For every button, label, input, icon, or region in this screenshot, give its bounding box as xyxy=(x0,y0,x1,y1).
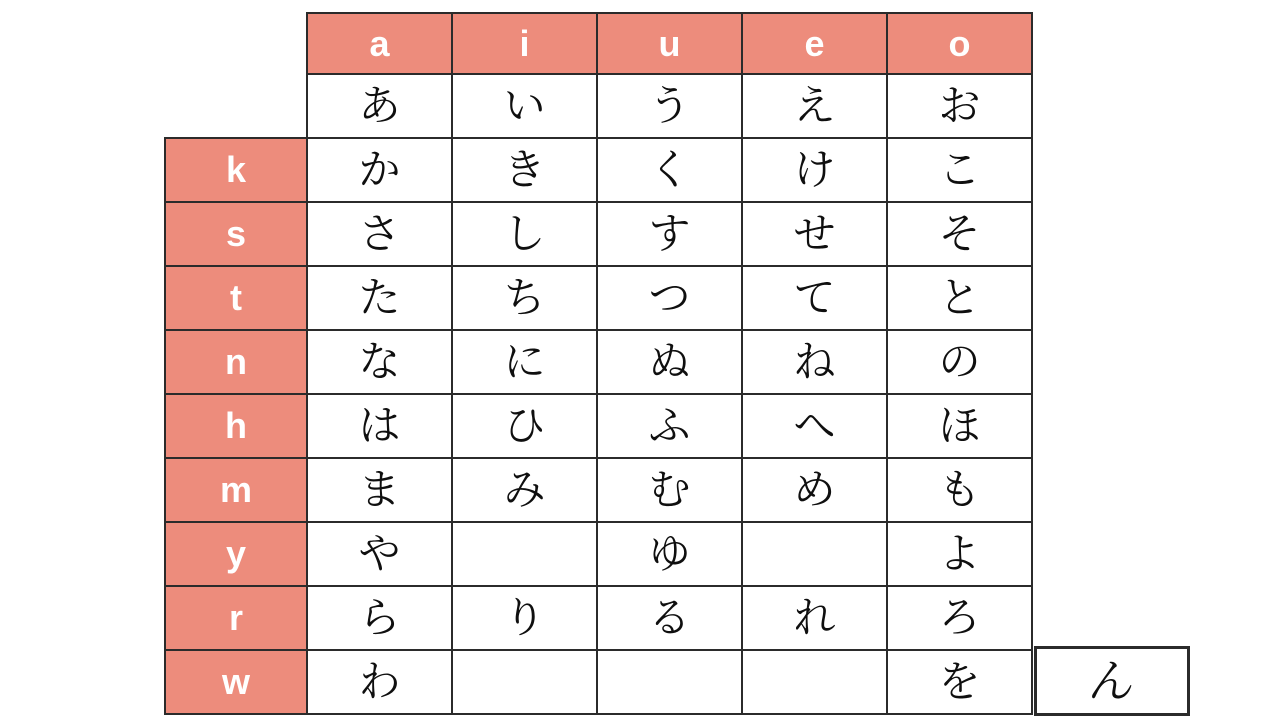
row-header-w: w xyxy=(165,650,307,714)
kana-cell: さ xyxy=(307,202,452,266)
kana-cell: う xyxy=(597,74,742,138)
kana-cell: や xyxy=(307,522,452,586)
column-header-i: i xyxy=(452,13,597,74)
kana-cell: を xyxy=(887,650,1032,714)
kana-cell: て xyxy=(742,266,887,330)
kana-cell: ひ xyxy=(452,394,597,458)
kana-cell-empty xyxy=(597,650,742,714)
kana-cell: は xyxy=(307,394,452,458)
kana-cell: り xyxy=(452,586,597,650)
kana-cell: く xyxy=(597,138,742,202)
kana-cell: け xyxy=(742,138,887,202)
row-header-h: h xyxy=(165,394,307,458)
kana-cell: つ xyxy=(597,266,742,330)
kana-cell: そ xyxy=(887,202,1032,266)
kana-cell: ま xyxy=(307,458,452,522)
kana-cell: へ xyxy=(742,394,887,458)
kana-cell: お xyxy=(887,74,1032,138)
kana-cell: か xyxy=(307,138,452,202)
gojuon-table xyxy=(164,12,1033,715)
kana-cell: ろ xyxy=(887,586,1032,650)
row-header-s: s xyxy=(165,202,307,266)
row-header-n: n xyxy=(165,330,307,394)
kana-cell: も xyxy=(887,458,1032,522)
kana-cell: む xyxy=(597,458,742,522)
kana-cell: せ xyxy=(742,202,887,266)
kana-cell: し xyxy=(452,202,597,266)
kana-cell: れ xyxy=(742,586,887,650)
kana-cell: き xyxy=(452,138,597,202)
kana-cell: み xyxy=(452,458,597,522)
kana-cell: こ xyxy=(887,138,1032,202)
kana-cell: に xyxy=(452,330,597,394)
column-header-o: o xyxy=(887,13,1032,74)
corner-spacer xyxy=(165,13,307,74)
row-header-t: t xyxy=(165,266,307,330)
kana-cell: た xyxy=(307,266,452,330)
kana-cell-empty xyxy=(742,522,887,586)
kana-cell: な xyxy=(307,330,452,394)
kana-cell: す xyxy=(597,202,742,266)
kana-cell: ち xyxy=(452,266,597,330)
kana-cell: の xyxy=(887,330,1032,394)
corner-spacer xyxy=(165,74,307,138)
kana-cell: ほ xyxy=(887,394,1032,458)
kana-cell: め xyxy=(742,458,887,522)
row-header-y: y xyxy=(165,522,307,586)
kana-cell: る xyxy=(597,586,742,650)
column-header-e: e xyxy=(742,13,887,74)
row-header-r: r xyxy=(165,586,307,650)
row-header-k: k xyxy=(165,138,307,202)
kana-cell: え xyxy=(742,74,887,138)
kana-cell: わ xyxy=(307,650,452,714)
kana-cell: と xyxy=(887,266,1032,330)
column-header-a: a xyxy=(307,13,452,74)
row-header-m: m xyxy=(165,458,307,522)
kana-cell: ゆ xyxy=(597,522,742,586)
kana-cell: ら xyxy=(307,586,452,650)
kana-cell: ぬ xyxy=(597,330,742,394)
kana-cell-empty xyxy=(452,650,597,714)
kana-cell: よ xyxy=(887,522,1032,586)
n-kana: ん xyxy=(1086,655,1138,707)
kana-cell: ね xyxy=(742,330,887,394)
n-standalone-cell xyxy=(1034,646,1190,716)
column-header-u: u xyxy=(597,13,742,74)
kana-cell: い xyxy=(452,74,597,138)
kana-cell: ふ xyxy=(597,394,742,458)
kana-cell: あ xyxy=(307,74,452,138)
kana-cell-empty xyxy=(452,522,597,586)
kana-cell-empty xyxy=(742,650,887,714)
